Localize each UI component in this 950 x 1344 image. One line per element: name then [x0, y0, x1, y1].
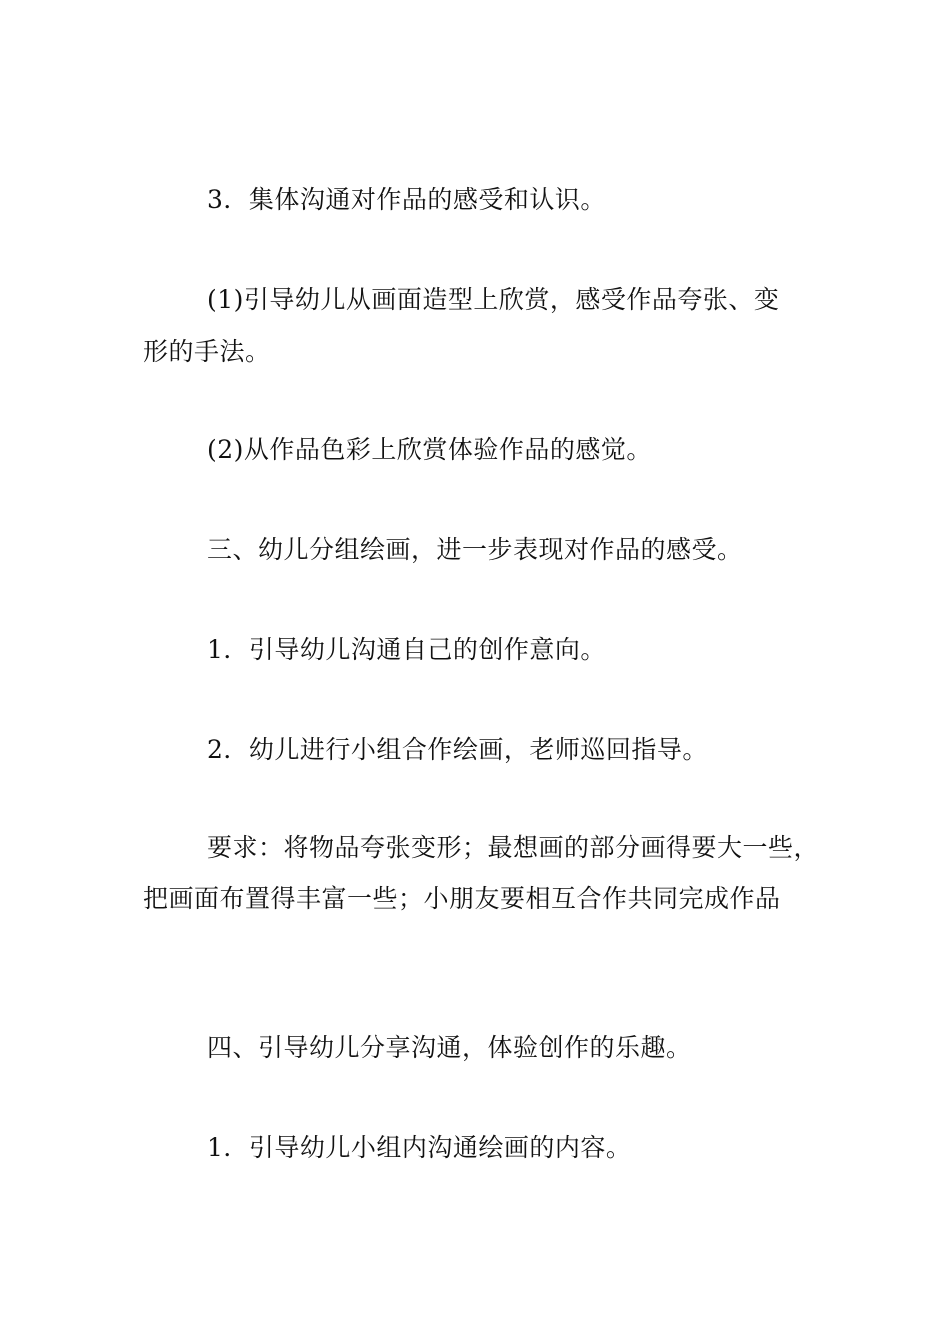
paragraph-step-2: 2．幼儿进行小组合作绘画，老师巡回指导。 [207, 735, 708, 764]
paragraph-requirements-line-2: 把画面布置得丰富一些；小朋友要相互合作共同完成作品 [143, 884, 781, 913]
paragraph-item-2: (2)从作品色彩上欣赏体验作品的感觉。 [207, 435, 652, 464]
paragraph-item-1-line-1: (1)引导幼儿从画面造型上欣赏，感受作品夸张、变 [207, 285, 780, 314]
section-heading-four: 四、引导幼儿分享沟通，体验创作的乐趣。 [207, 1033, 692, 1062]
paragraph-step-1: 1．引导幼儿沟通自己的创作意向。 [207, 635, 606, 664]
paragraph-requirements-line-1: 要求：将物品夸张变形；最想画的部分画得要大一些， [207, 833, 820, 862]
paragraph-collective-communication: 3．集体沟通对作品的感受和认识。 [207, 185, 606, 214]
section-heading-three: 三、幼儿分组绘画，进一步表现对作品的感受。 [207, 535, 743, 564]
paragraph-item-1-line-2: 形的手法。 [143, 337, 271, 366]
paragraph-step-1-group: 1．引导幼儿小组内沟通绘画的内容。 [207, 1133, 632, 1162]
